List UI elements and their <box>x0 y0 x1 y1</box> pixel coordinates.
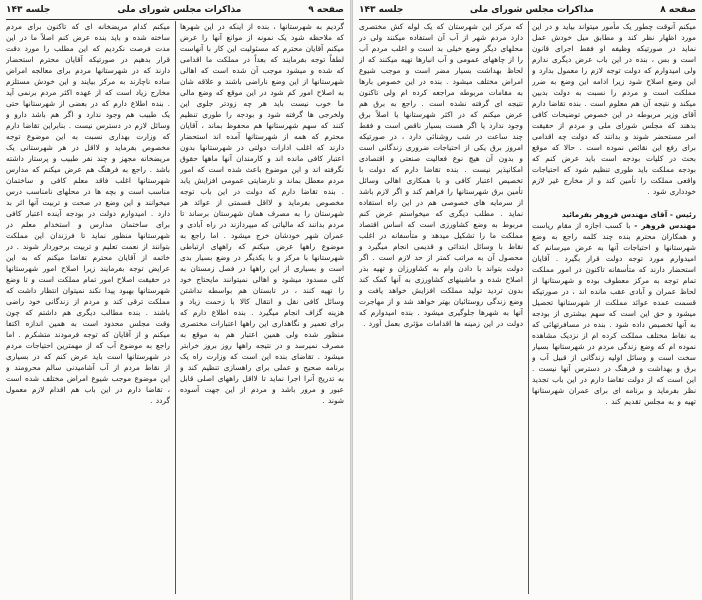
speaker-name: مهندس فروهر - <box>634 221 696 230</box>
right-column-right-text-a: میکنم آنوقت چطور یک مأمور میتواند بیاید و در این مورد اظهار نظر کند و مطابق میل خودش عمل نماید در صورتیکه وظیفه او فقط اجرای قانون است و بس ، بنده در این باب عرض دیگری ندارم ولی امیدوارم که دولت توجه لازم را معمول بدارد و این وضع اصلاح شود زیرا ادامه این وضع به ضرر مملکت است و مردم را نسبت به دولت بدبین میکند و نتیجه آن هم معلوم است . بنده تقاضا دارم آقای وزیر مربوطه در این خصوص توضیحات کافی بدهند که مجلس شورای ملی و مردم از حقیقت امر مستحضر شوند و بدانند که دولت چه اقدامی برای رفع این نقائص نموده است . حالا که موقع بحث در کلیات بودجه است باید عرض کنم که بودجه مملکت باید طوری تنظیم شود که احتیاجات واقعی مملکت را تأمین کند و از مخارج غیر لازم خودداری شود . <box>532 22 696 196</box>
left-page-header <box>6 2 344 18</box>
right-page-column-right <box>532 21 696 594</box>
left-page-column-left <box>6 21 170 594</box>
right-page-header <box>359 2 696 18</box>
left-column-left-text: میکنم کدام مریضخانه ای که تاکنون برای مردم ساخته شده و باید بنده عرض کنم اصلاً ما در این مدت فرصت نکردیم که این مطلب را مورد دقت قرار بدهیم در صورتیکه آقایان محترم استحضار دارند که در شهرستانها مردم برای معالجه امراض ساده ناچارند به مرکز بیایند و این خودش مستلزم مخارج زیاد است که از عهده اکثر مردم برنمی آید . بنده اطلاع دارم که در بعضی از شهرستانها حتی یک طبیب هم وجود ندارد و اگر هم باشد دارو و وسائل لازم در دسترس نیست . بنابراین تقاضا دارم که وزارت بهداری نسبت به این موضوع توجه مخصوص بفرماید و لااقل در هر شهرستانی یک مریضخانه مجهز و چند نفر طبیب و پرستار داشته باشد . راجع به فرهنگ هم عرض میکنم که مدارس شهرستانها اغلب فاقد معلم کافی و ساختمان مناسب است و بچه ها در محلهای نامناسب درس میخوانند و این وضع در صحت و تربیت آنها اثر بد دارد . امیدوارم دولت در بودجه آینده اعتبار کافی برای ساختمان مدارس و استخدام معلم در شهرستانها منظور نماید تا فرزندان این مملکت بتوانند از نعمت تعلیم و تربیت برخوردار شوند . در خاتمه از آقایان محترم تقاضا میکنم که به این عرایض توجه بفرمایند زیرا اصلاح امور شهرستانها در حقیقت اصلاح امور تمام مملکت است و تا وضع شهرستانها بهبود پیدا نکند نمیتوان انتظار داشت که مملکت ترقی کند و مردم از زندگانی خود راضی باشند . بنده مطالب دیگری هم داشتم که چون وقت مجلس محدود است به همین اندازه اکتفا میکنم و از آقایان که توجه فرمودند متشکرم . اما راجع به موضوع آب که از مهمترین احتیاجات مردم در شهرستانها است باید عرض کنم که در بسیاری از نقاط مردم از آب آشامیدنی سالم محرومند و این موضوع موجب شیوع امراض مختلف شده است ، تقاضا دارم در این باب هم اقدام لازم معمول گردد . <box>6 22 170 405</box>
left-column-right-text: گردیم به شهرستانها ، بنده از اینکه در این شهرها که ملاحظه شود یک نمونه از موانع آنها را عرض میکنم آقایان محترم که مسئولیت این کار با آنهاست لطفاً توجه بفرمایند که بعداً در مملکت ما اقدامی که شده و میشود موجب آن شده است که اهالی شهرستانها از این وضع ناراضی باشند و علاقه شان به اصلاح امور کم شود در این موقع که وضع مالی ما خوب نیست باید هر چه زودتر جلوی این ولخرجی ها گرفته شود و بودجه را طوری تنظیم کنند که سهم شهرستانها هم محفوظ بماند ، آقایان محترم که همه از شهرستانها آمده اند استحضار دارند که اغلب ادارات دولتی در شهرستانها بدون اعتبار کافی مانده اند و کارمندان آنها ماهها حقوق نگرفته اند و این موضوع باعث شده است که امور مردم معطل بماند و نارضایتی عمومی افزایش یابد . بنده تقاضا دارم که دولت در این باب توجه مخصوص بفرماید و لااقل قسمتی از عوائد هر شهرستان را به مصرف همان شهرستان برساند تا مردم بدانند که مالیاتی که میپردازند در راه آبادی و عمران شهر خودشان خرج میشود . اما راجع به موضوع راهها عرض میکنم که راههای ارتباطی شهرستانها با مرکز و با یکدیگر در وضع بسیار بدی است و بسیاری از این راهها در فصل زمستان به کلی مسدود میشود و اهالی نمیتوانند مایحتاج خود را تهیه کنند ، در تابستان هم بواسطه نداشتن وسائل کافی نقل و انتقال کالا با زحمت زیاد و هزینه گزاف انجام میگیرد . بنده اطلاع دارم که برای تعمیر و نگاهداری این راهها اعتبارات مختصری منظور شده ولی همین اعتبار هم به موقع به مصرف نمیرسد و در نتیجه راهها روز بروز خرابتر میشود . تقاضای بنده این است که وزارت راه یک برنامه صحیح و عملی برای راهسازی تنظیم کند و به تدریج آنرا اجرا نماید تا لااقل راههای اصلی قابل عبور و مرور باشد و مردم از این جهت آسوده شوند . <box>180 22 344 405</box>
right-session-number: جلسه ۱۴۳ <box>359 5 404 15</box>
left-column-rule <box>175 21 176 594</box>
speaker-speech: با کسب اجازه از مقام ریاست و همکاران محترم بنده چند کلمه راجع به وضع شهرستانها و احتیاجات آنها به عرض میرسانم که امیدوارم مورد توجه دولت قرار بگیرد . آقایان استحضار دارند که متأسفانه تاکنون در امور مملکت تمام توجه به مرکز معطوف بوده و شهرستانها از لحاظ عمران و آبادی عقب مانده اند ، در صورتیکه قسمت عمده عوائد مملکت از شهرستانها تحصیل میشود و حق این است که سهم بیشتری از بودجه به آنها تخصیص داده شود . بنده در مسافرتهائی که به نقاط مختلف مملکت کرده ام از نزدیک مشاهده نموده ام که وضع زندگی مردم در شهرستانها بسیار سخت است و وسائل اولیه زندگانی از قبیل آب و برق و بهداشت و فرهنگ در دسترس آنها نیست . این است که از دولت تقاضا دارم در این باب تجدید نظر بفرماید و برنامه ای برای عمران شهرستانها تهیه و به مجلس تقدیم کند . <box>532 221 696 406</box>
right-journal-title: مذاکرات مجلس شورای ملی <box>469 5 594 15</box>
left-session-number: جلسه ۱۴۳ <box>6 5 51 15</box>
left-page-number: صفحه ۹ <box>308 5 344 15</box>
right-header-rule <box>359 19 696 20</box>
right-column-rule <box>528 21 529 594</box>
left-columns <box>6 21 344 594</box>
left-header-rule <box>6 19 344 20</box>
right-page-number: صفحه ۸ <box>660 5 696 15</box>
right-page <box>353 0 702 600</box>
right-column-right-text-b <box>532 220 696 407</box>
left-journal-title: مذاکرات مجلس شورای ملی <box>117 5 242 15</box>
left-page <box>0 0 350 600</box>
left-page-column-right <box>180 21 344 594</box>
speaker-announcement: رئیس - آقای مهندس فروهر بفرمائید <box>561 210 696 219</box>
right-page-column-left <box>359 21 523 594</box>
right-column-left-text: که مرکز این شهرستان که یک لوله کش مختصری دارد مردم شهر از آب آن استفاده میکنند ولی در محلهای دیگر وضع خیلی بد است و اغلب مردم آب را از چاههای عمومی و آب انبارها تهیه میکنند که از لحاظ بهداشت بسیار مضر است و موجب شیوع امراض مختلف میشود . بنده در این خصوص بارها به مقامات مربوطه مراجعه کرده ام ولی تاکنون نتیجه ای گرفته نشده است . راجع به برق هم عرض میکنم که در اکثر شهرستانها یا اصلاً برق وجود ندارد یا اگر هست بسیار ناقص است و فقط چند ساعت در شب روشنائی دارد ، در صورتیکه امروز برق یکی از احتیاجات ضروری زندگانی است و بدون آن هیچ نوع فعالیت صنعتی و اقتصادی امکانپذیر نیست . بنده تقاضا دارم که دولت با تخصیص اعتبار کافی و با همکاری اهالی وسائل تأمین برق شهرستانها را فراهم کند و اگر لازم باشد از سرمایه های خصوصی هم در این راه استفاده نماید . مطلب دیگری که میخواستم عرض کنم مربوط به وضع کشاورزی است که اساس اقتصاد مملکت ما را تشکیل میدهد و متأسفانه در اغلب نقاط با وسائل ابتدائی و قدیمی انجام میگیرد و محصول آن به مراتب کمتر از حد لازم است . اگر دولت بتواند با دادن وام به کشاورزان و تهیه بذر اصلاح شده و ماشینهای کشاورزی به آنها کمک کند بدون تردید تولید مملکت افزایش خواهد یافت و وضع زندگی روستائیان بهتر خواهد شد و از مهاجرت آنها به شهرها جلوگیری میشود . بنده امیدوارم که دولت در این زمینه ها اقدامات مؤثری بعمل آورد . <box>359 22 523 328</box>
right-columns <box>359 21 696 594</box>
